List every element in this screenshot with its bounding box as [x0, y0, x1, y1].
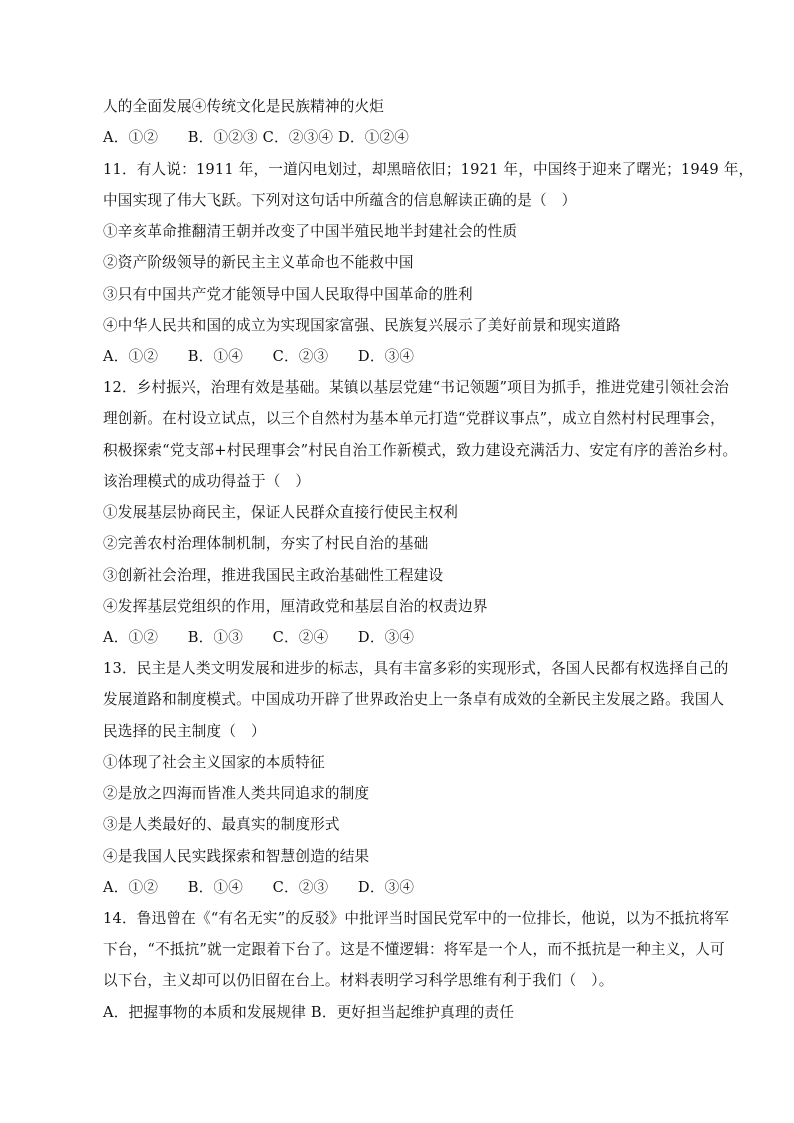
q13-option-3: ③是人类最好的、最真实的制度形式 [103, 816, 340, 833]
q13-option-1: ①体现了社会主义国家的本质特征 [103, 754, 325, 771]
q14-stem-line-2: 下台，“不抵抗”就一定跟着下台了。这是不懂逻辑：将军是一个人，而不抵抗是一种主义，人可 [103, 941, 725, 958]
q12-option-3: ③创新社会治理，推进我国民主政治基础性工程建设 [103, 567, 444, 584]
q11-answer-choices: A．①② B．①④ C．②③ D．③④ [103, 348, 415, 365]
q12-option-2: ②完善农村治理体制机制，夯实了村民自治的基础 [103, 535, 429, 552]
q10-answer-choices: A．①② B．①②③ C．②③④ D．①②④ [103, 129, 410, 146]
q12-option-1: ①发展基层协商民主，保证人民群众直接行使民主权利 [103, 504, 459, 521]
q11-stem-line-2: 中国实现了伟大飞跃。下列对这句话中所蕴含的信息解读正确的是（ ） [103, 192, 577, 209]
q12-option-4: ④发挥基层党组织的作用，厘清政党和基层自治的权责边界 [103, 598, 488, 615]
q10-option-4-continued: 人的全面发展④传统文化是民族精神的火炬 [103, 98, 385, 115]
q13-stem-line-2: 发展道路和制度模式。中国成功开辟了世界政治史上一条卓有成效的全新民主发展之路。我国人 [103, 691, 725, 708]
q12-answer-choices: A．①② B．①③ C．②④ D．③④ [103, 629, 415, 646]
q13-answer-choices: A．①② B．①④ C．②③ D．③④ [103, 879, 415, 896]
q12-stem-line-3: 积极探索“党支部+村民理事会”村民自治工作新模式，致力建设充满活力、安定有序的善治乡村。 [103, 442, 738, 459]
q13-option-2: ②是放之四海而皆准人类共同追求的制度 [103, 785, 370, 802]
q12-stem-line-1: 12．乡村振兴，治理有效是基础。某镇以基层党建“书记领题”项目为抓手，推进党建引领社会治 [103, 379, 730, 396]
q12-stem-line-2: 理创新。在村设立试点，以三个自然村为基本单元打造“党群议事点”，成立自然村村民理事会， [103, 410, 725, 427]
q14-answer-choices-ab: A．把握事物的本质和发展规律 B．更好担当起维护真理的责任 [103, 1004, 515, 1021]
q11-option-3: ③只有中国共产党才能领导中国人民取得中国革命的胜利 [103, 286, 473, 303]
q13-stem-line-3: 民选择的民主制度（ ） [103, 723, 266, 740]
q14-stem-line-1: 14．鲁迅曾在《“有名无实”的反驳》中批评当时国民党军中的一位排长，他说，以为不抵抗将军 [103, 910, 730, 927]
q14-stem-line-3: 以下台，主义却可以仍旧留在台上。材料表明学习科学思维有利于我们（ ）。 [103, 972, 614, 989]
q11-stem-line-1: 11．有人说：1911 年，一道闪电划过，却黑暗依旧；1921 年，中国终于迎来了曙光；1949 年， [103, 161, 754, 178]
q12-stem-line-4: 该治理模式的成功得益于（ ） [103, 473, 311, 490]
q13-option-4: ④是我国人民实践探索和智慧创造的结果 [103, 848, 370, 865]
q13-stem-line-1: 13．民主是人类文明发展和进步的标志，具有丰富多彩的实现形式，各国人民都有权选择自己的 [103, 660, 729, 677]
q11-option-2: ②资产阶级领导的新民主主义革命也不能救中国 [103, 254, 414, 271]
q11-option-1: ①辛亥革命推翻清王朝并改变了中国半殖民地半封建社会的性质 [103, 223, 518, 240]
q11-option-4: ④中华人民共和国的成立为实现国家富强、民族复兴展示了美好前景和现实道路 [103, 317, 621, 334]
